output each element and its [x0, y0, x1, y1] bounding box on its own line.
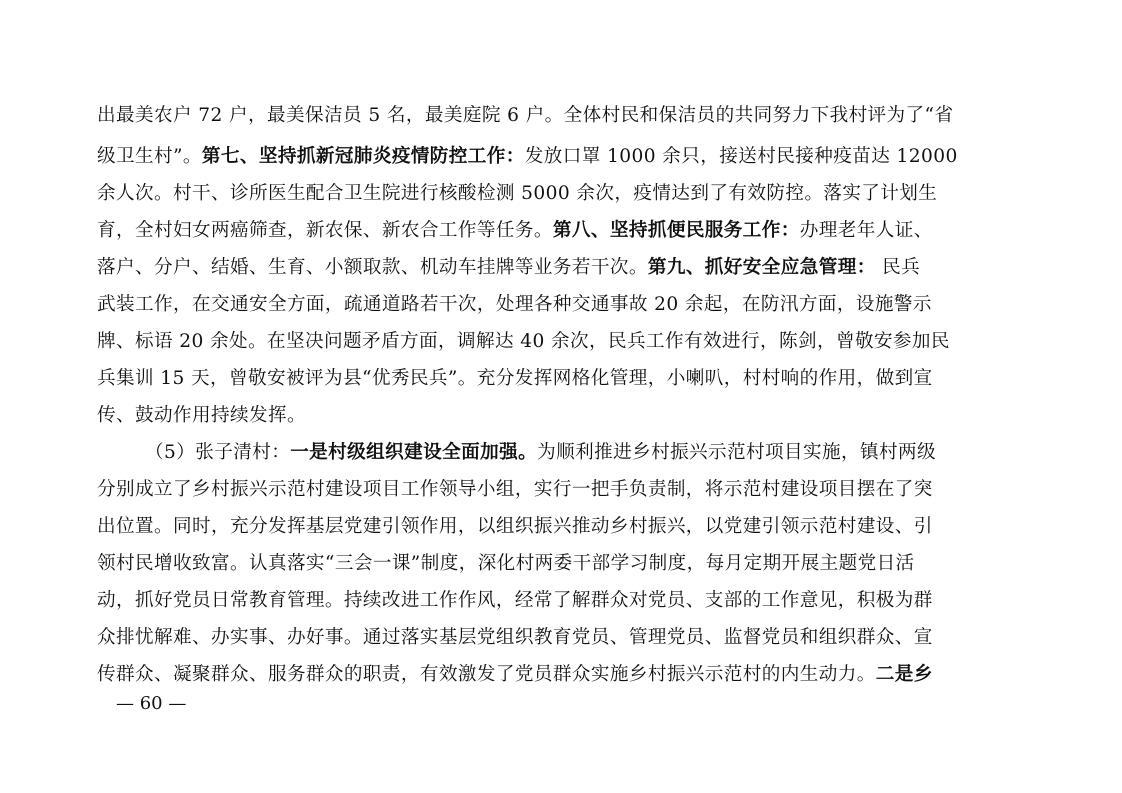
text-run: 牌、标语 20 余处。在坚决问题矛盾方面，调解达 40 余次，民兵工作有效进行，陈剑，曾敬安参加民	[97, 331, 950, 352]
text-run: 分别成立了乡村振兴示范村建设项目工作领导小组，实行一把手负责制，将示范村建设项目摆在了突	[97, 479, 933, 500]
text-line-8	[97, 364, 1027, 394]
text-line-3	[97, 179, 1027, 209]
bold-heading-point-2: 二是乡	[875, 664, 933, 685]
text-run: 兵集训 15 天，曾敬安被评为县“优秀民兵”。充分发挥网格化管理，小喇叭，村村响的作用，做到宣	[97, 368, 933, 389]
page-number: — 60 —	[116, 693, 187, 714]
text-line-14	[97, 586, 1027, 616]
text-run: 育，全村妇女两癌筛查，新农保、新农合工作等任务。	[97, 220, 553, 241]
text-run: 民兵	[875, 257, 921, 278]
text-line-11	[97, 475, 1027, 505]
text-line-13	[97, 549, 1027, 579]
text-run: 落户、分户、结婚、生育、小额取款、机动车挂牌等业务若干次。	[97, 257, 648, 278]
text-line-16	[97, 660, 1027, 690]
text-line-2	[97, 142, 1027, 172]
text-line-4	[97, 216, 1027, 246]
text-line-5	[97, 253, 1027, 283]
text-run: 动，抓好党员日常教育管理。持续改进工作作风，经常了解群众对党员、支部的工作意见，积极为群	[97, 590, 933, 611]
bold-heading-9: 第九、抓好安全应急管理：	[647, 257, 876, 278]
text-line-6	[97, 290, 1027, 320]
text-line-7	[97, 327, 1027, 357]
text-run: 级卫生村”。	[97, 146, 202, 167]
text-line-1	[97, 101, 1027, 131]
text-line-9	[97, 401, 1027, 431]
text-run: 众排忧解难、办实事、办好事。通过落实基层党组织教育党员、管理党员、监督党员和组织群众、宣	[97, 627, 933, 648]
text-run: 发放口罩 1000 余只，接送村民接种疫苗达 12000	[524, 146, 958, 167]
text-run: 出位置。同时，充分发挥基层党建引领作用，以组织振兴推动乡村振兴，以党建引领示范村建设、引	[97, 516, 933, 537]
text-run: 领村民增收致富。认真落实“三会一课”制度，深化村两委干部学习制度，每月定期开展主题党日活	[97, 553, 915, 574]
text-line-15	[97, 623, 1027, 653]
text-run: 武装工作，在交通安全方面，疏通道路若干次，处理各种交通事故 20 余起，在防汛方面，设施警示	[97, 294, 932, 315]
text-run: 出最美农户 72 户，最美保洁员 5 名，最美庭院 6 户。全体村民和保洁员的共同努力下我村评为了“省	[97, 105, 954, 126]
bold-heading-8: 第八、坚持抓便民服务工作：	[552, 220, 800, 241]
text-run: （5）张子清村：	[145, 442, 291, 463]
text-run: 传群众、凝聚群众、服务群众的职责，有效激发了党员群众实施乡村振兴示范村的内生动力。	[97, 664, 876, 685]
text-run: 办理老年人证、	[799, 220, 933, 241]
text-line-12	[97, 512, 1027, 542]
bold-heading-point-1: 一是村级组织建设全面加强。	[290, 442, 538, 463]
text-run: 为顺利推进乡村振兴示范村项目实施，镇村两级	[537, 442, 936, 463]
text-line-10	[145, 438, 1027, 468]
text-run: 传、鼓动作用持续发挥。	[97, 405, 306, 426]
text-run: 余人次。村干、诊所医生配合卫生院进行核酸检测 5000 余次，疫情达到了有效防控。落实了计划生	[97, 183, 938, 204]
bold-heading-7: 第七、坚持抓新冠肺炎疫情防控工作：	[201, 146, 525, 167]
